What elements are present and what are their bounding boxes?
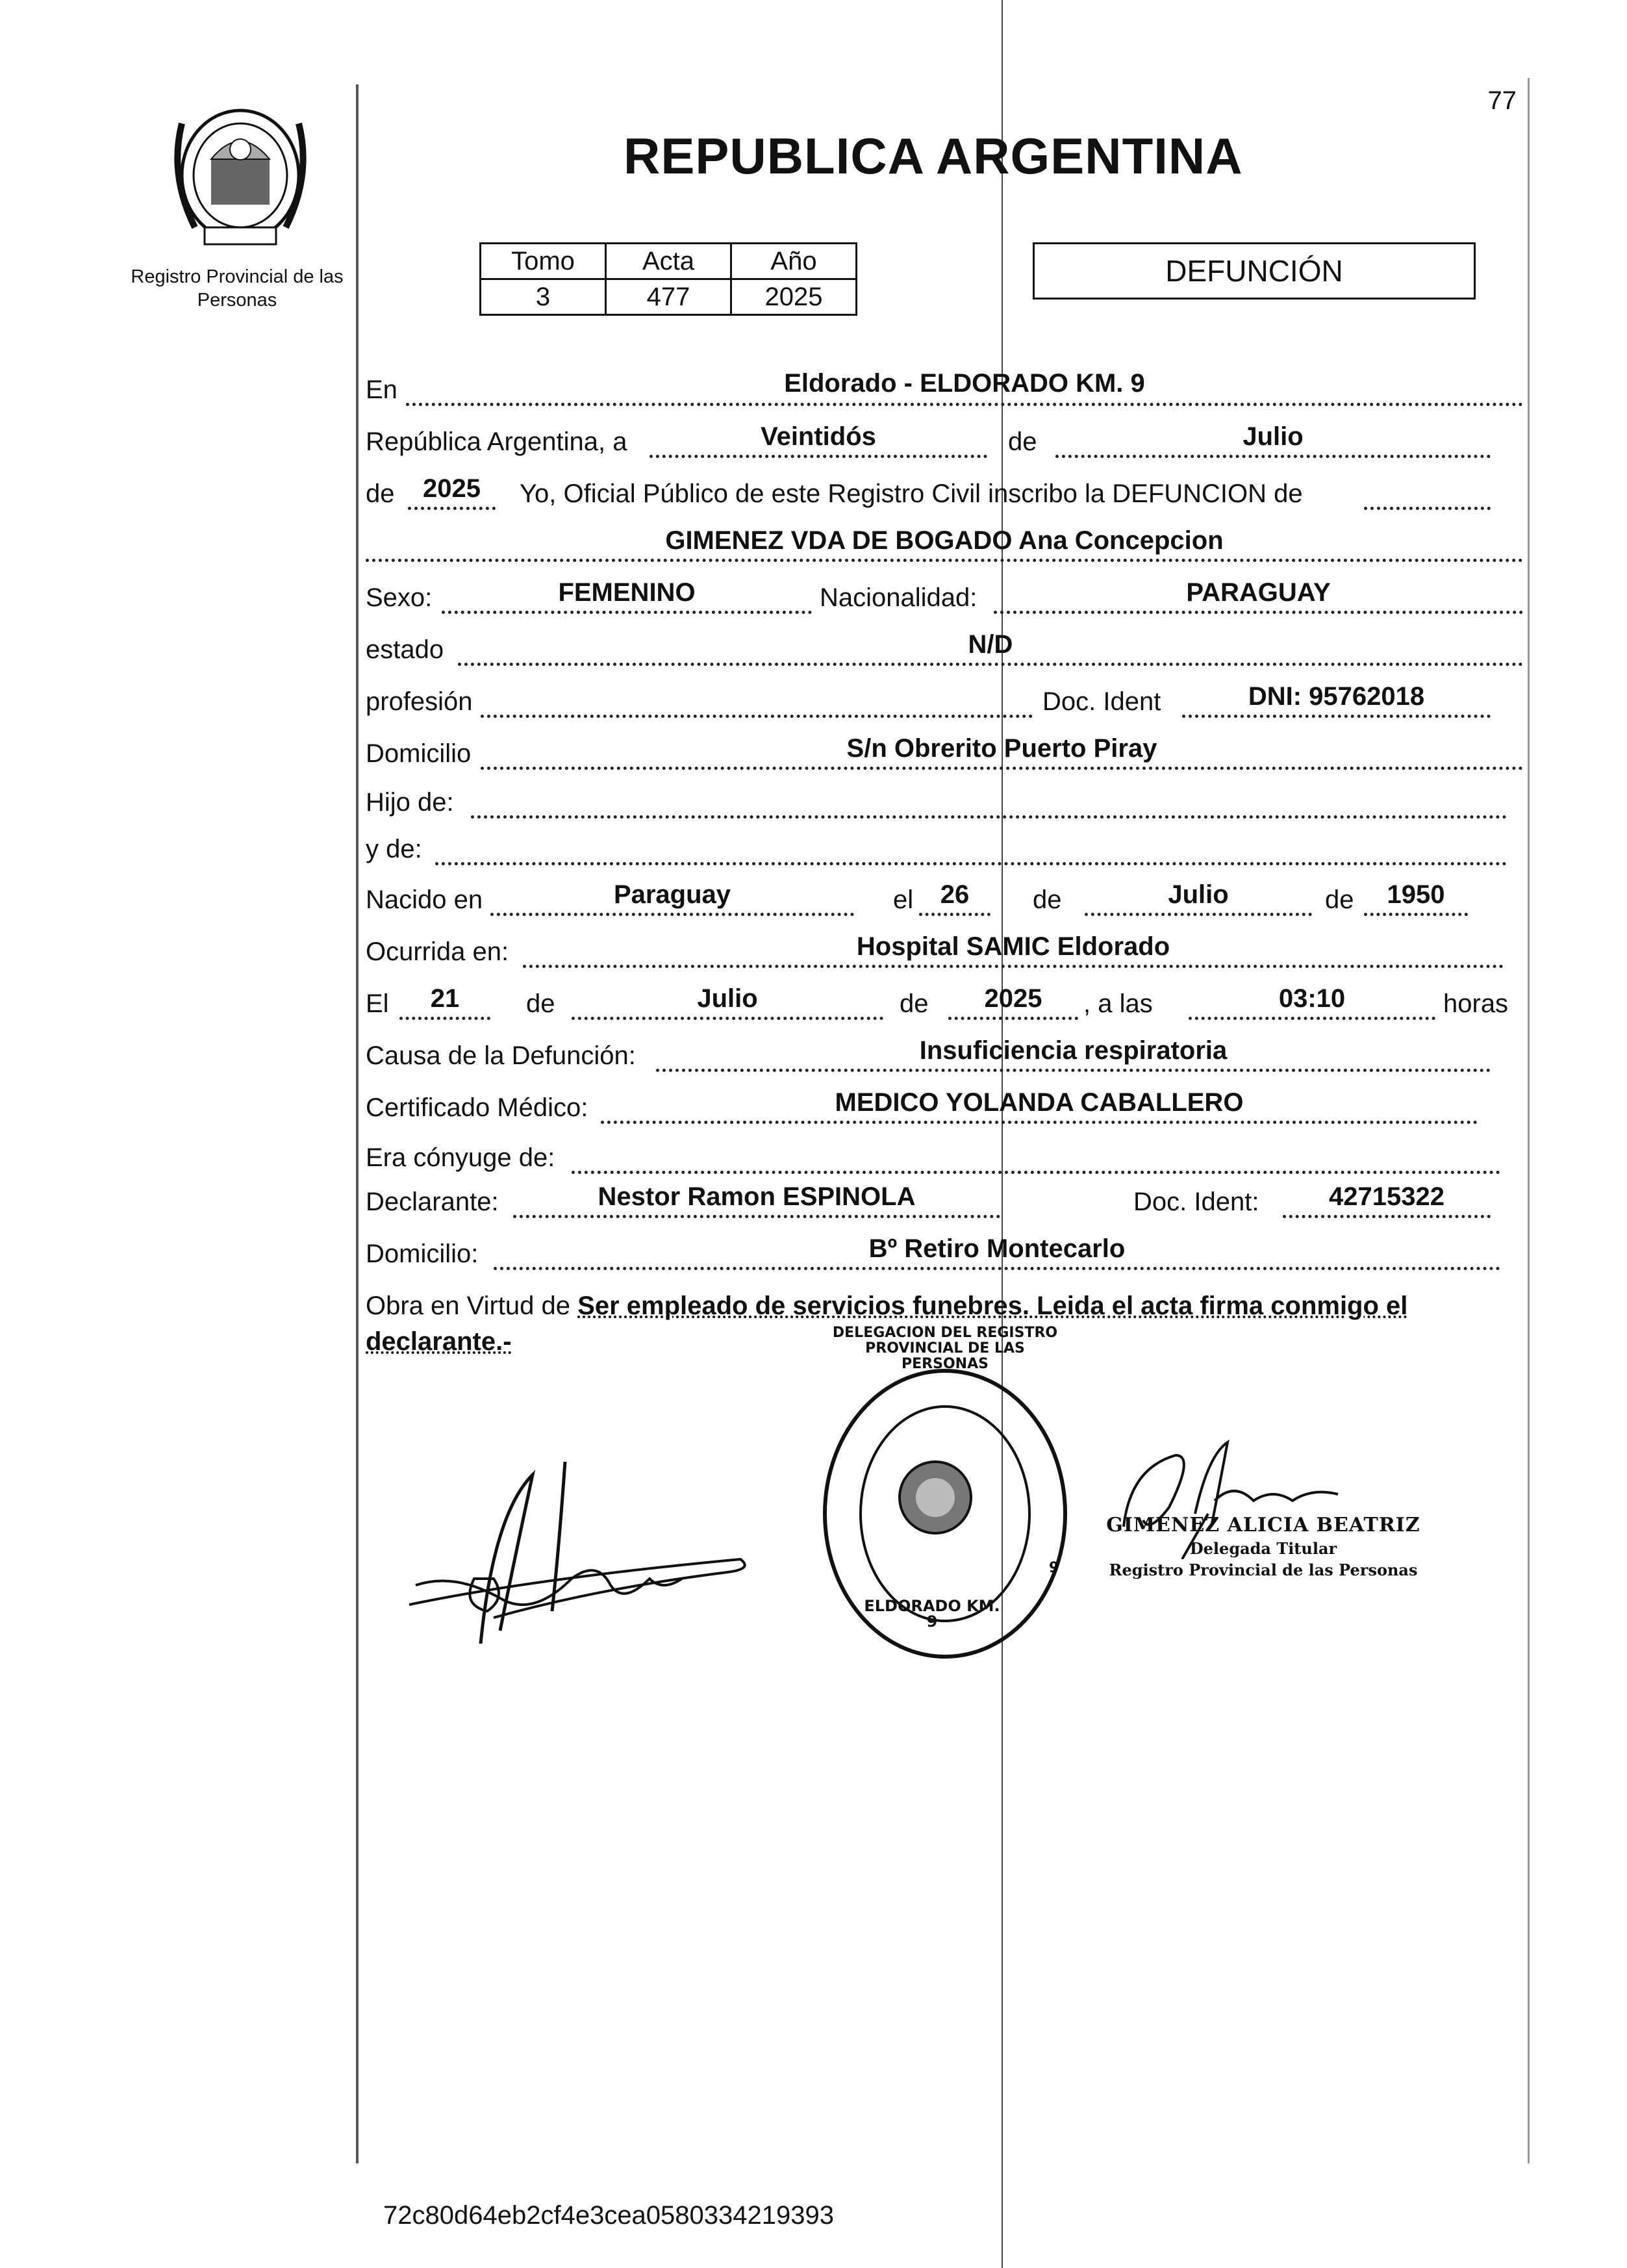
field-year: 2025 <box>423 474 481 503</box>
field-occurred-at: Hospital SAMIC Eldorado <box>856 932 1170 961</box>
field-death-month: Julio <box>697 984 758 1013</box>
field-deceased-name: GIMENEZ VDA DE BOGADO Ana Concepcion <box>665 526 1224 555</box>
dotted-line <box>1182 715 1491 718</box>
dotted-line <box>435 862 1507 865</box>
field-declarant-domicile: Bº Retiro Montecarlo <box>868 1234 1126 1263</box>
label-estado: estado <box>366 635 444 664</box>
label-yo-oficial: Yo, Oficial Público de este Registro Civil inscribo la DEFUNCION de <box>520 479 1303 508</box>
field-death-time: 03:10 <box>1278 984 1346 1013</box>
label-conyuge: Era cónyuge de: <box>366 1143 555 1172</box>
signer-block <box>1094 1514 1432 1579</box>
label-sexo: Sexo: <box>366 583 433 612</box>
dotted-line <box>366 559 1523 562</box>
dotted-line <box>471 815 1507 819</box>
dotted-line <box>458 663 1523 666</box>
label-nacido-en: Nacido en <box>366 886 483 914</box>
field-domicile: S/n Obrerito Puerto Piray <box>846 734 1157 763</box>
field-month: Julio <box>1242 422 1304 451</box>
field-civil-status: N/D <box>968 630 1013 659</box>
record-table-header-tomo: Tomo <box>481 244 606 279</box>
dotted-line <box>994 611 1523 614</box>
record-table <box>479 242 857 316</box>
label-el-cap: El <box>366 989 389 1018</box>
page-number: 77 <box>1487 86 1517 115</box>
label-y-de: y de: <box>366 835 422 863</box>
dotted-line <box>572 1171 1500 1174</box>
dotted-line <box>1055 455 1491 458</box>
record-table-acta-value: 477 <box>606 279 731 315</box>
dotted-line <box>650 455 987 458</box>
dotted-line <box>656 1069 1491 1072</box>
dotted-line <box>481 767 1523 770</box>
label-obra-en-virtud: Obra en Virtud de <box>366 1292 571 1320</box>
label-de: de <box>526 989 555 1018</box>
field-place: Eldorado - ELDORADO KM. 9 <box>784 369 1145 398</box>
field-obra-text-2: declarante.- <box>366 1327 512 1356</box>
dotted-line <box>513 1215 1000 1218</box>
dotted-line <box>481 715 1033 718</box>
field-sex: FEMENINO <box>558 578 696 607</box>
label-ocurrida-en: Ocurrida en: <box>366 937 509 966</box>
record-table-tomo-value: 3 <box>481 279 606 315</box>
record-table-header-ano: Año <box>731 244 857 279</box>
label-doc-ident-colon: Doc. Ident: <box>1133 1188 1259 1216</box>
label-domicilio: Domicilio <box>366 739 472 768</box>
center-fold-line <box>1002 0 1003 2268</box>
dotted-line <box>442 611 812 614</box>
dotted-line <box>490 913 854 916</box>
dotted-line <box>399 1017 490 1020</box>
field-day-words: Veintidós <box>761 422 876 451</box>
label-domicilio-colon: Domicilio: <box>366 1240 479 1268</box>
page-title: REPUBLICA ARGENTINA <box>624 127 1243 185</box>
dotted-line <box>572 1017 883 1020</box>
label-de: de <box>1325 886 1354 914</box>
obra-line-2 <box>366 1329 512 1355</box>
label-certificado: Certificado Médico: <box>366 1093 588 1122</box>
stamp-ring-text: DELEGACION DEL REGISTRO PROVINCIAL DE LAS PERSONAS <box>832 1325 1058 1373</box>
field-nationality: PARAGUAY <box>1186 578 1331 607</box>
label-republica: República Argentina, a <box>366 427 627 456</box>
record-table-header-acta: Acta <box>606 244 731 279</box>
label-en: En <box>366 376 397 404</box>
label-declarante: Declarante: <box>366 1188 499 1216</box>
record-type-box: DEFUNCIÓN <box>1033 242 1476 299</box>
label-de: de <box>366 479 395 508</box>
label-de: de <box>900 989 929 1018</box>
dotted-line <box>494 1267 1500 1270</box>
label-doc-ident: Doc. Ident <box>1042 687 1161 716</box>
dotted-line <box>1189 1017 1435 1020</box>
dotted-line <box>919 913 990 916</box>
declarant-signature <box>403 1449 766 1657</box>
field-declarant-doc: 42715322 <box>1329 1182 1444 1211</box>
label-a-las: , a las <box>1083 989 1153 1018</box>
field-obra-text-1: Ser empleado de servicios funebres. Leida el acta firma conmigo el <box>577 1292 1408 1320</box>
obra-line-1 <box>366 1293 1407 1319</box>
right-margin-line <box>1528 78 1530 2163</box>
field-death-year: 2025 <box>984 984 1042 1013</box>
dotted-line <box>601 1121 1478 1124</box>
field-birth-place: Paraguay <box>613 880 731 909</box>
field-birth-month: Julio <box>1168 880 1229 909</box>
field-cause: Insuficiencia respiratoria <box>919 1036 1228 1065</box>
label-causa: Causa de la Defunción: <box>366 1041 636 1070</box>
dotted-line <box>523 965 1504 968</box>
field-death-day: 21 <box>430 984 460 1013</box>
registry-label: Registro Provincial de las Personas <box>131 266 344 311</box>
svg-text:9: 9 <box>1049 1560 1059 1576</box>
dotted-line <box>1085 913 1312 916</box>
label-profesion: profesión <box>366 687 473 716</box>
field-medical-certificate: MEDICO YOLANDA CABALLERO <box>835 1088 1244 1117</box>
left-margin-line <box>356 84 359 2163</box>
signer-role: Delegada Titular <box>1189 1539 1337 1558</box>
field-doc-ident: DNI: 95762018 <box>1248 682 1425 711</box>
dotted-line <box>1364 507 1491 510</box>
field-declarant: Nestor Ramon ESPINOLA <box>598 1182 916 1211</box>
label-de: de <box>1033 886 1062 914</box>
dotted-line <box>406 403 1523 406</box>
stamp-bottom-text: ELDORADO KM. 9 <box>864 1597 1000 1631</box>
label-horas: horas <box>1443 989 1509 1018</box>
signer-name: GIMENEZ ALICIA BEATRIZ <box>1106 1514 1420 1536</box>
dotted-line <box>408 507 496 510</box>
label-el: el <box>893 886 914 914</box>
field-birth-day: 26 <box>940 880 970 909</box>
field-birth-year: 1950 <box>1387 880 1445 909</box>
dotted-line <box>948 1017 1078 1020</box>
province-seal-logo <box>156 97 325 253</box>
dotted-line <box>1283 1215 1491 1218</box>
record-table-ano-value: 2025 <box>731 279 857 315</box>
label-nacionalidad: Nacionalidad: <box>820 583 977 612</box>
label-hijo-de: Hijo de: <box>366 788 454 817</box>
dotted-line <box>1364 913 1468 916</box>
document-hash: 72c80d64eb2cf4e3cea0580334219393 <box>383 2201 835 2230</box>
label-de: de <box>1008 427 1037 456</box>
signer-office: Registro Provincial de las Personas <box>1109 1561 1418 1579</box>
